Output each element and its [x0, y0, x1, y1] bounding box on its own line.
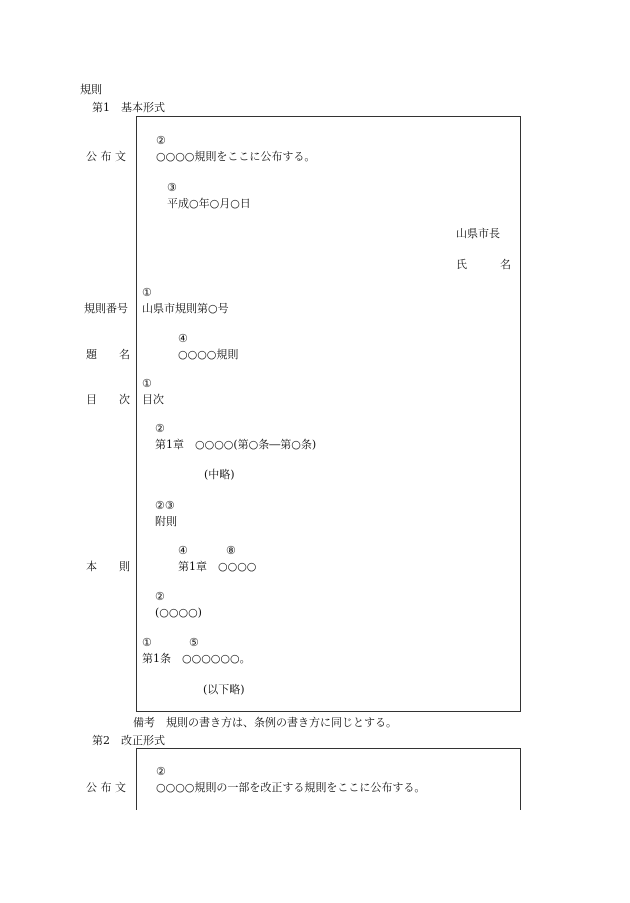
label-mokuji: 目 次	[86, 393, 130, 406]
mark: ②	[156, 134, 166, 147]
amendment-form-box	[136, 748, 521, 810]
omit-end-text: (以下略)	[203, 683, 245, 696]
mark: ②	[155, 590, 165, 603]
toc-text: 目次	[142, 393, 164, 406]
label-honsoku: 本 則	[86, 560, 130, 573]
mark: ④	[178, 544, 188, 557]
label-kofu: 公 布 文	[86, 150, 126, 163]
article-text: 第1条 ○○○○○○。	[142, 652, 251, 665]
chapter-toc-text: 第1章 ○○○○(第○条―第○条)	[155, 438, 317, 451]
section2-heading: 第2 改正形式	[92, 734, 165, 747]
fusoku-text: 附則	[155, 515, 177, 528]
kofu-text-2: ○○○○規則の一部を改正する規則をここに公布する。	[156, 781, 426, 794]
mark: ②	[156, 765, 166, 778]
document-title: 規則	[80, 83, 102, 96]
label-kofu-2: 公 布 文	[86, 781, 126, 794]
omit-middle-text: (中略)	[204, 468, 235, 481]
mark: ①	[142, 636, 152, 649]
label-daimei: 題 名	[86, 348, 130, 361]
body-chapter-text: 第1章 ○○○○	[178, 560, 257, 573]
rule-number-text: 山県市規則第○号	[142, 302, 229, 315]
mark: ⑧	[226, 544, 236, 557]
paren-text: (○○○○)	[155, 606, 202, 619]
note-text: 備考 規則の書き方は、条例の書き方に同じとする。	[133, 716, 397, 729]
mark: ①	[142, 377, 152, 390]
label-kisoku-bango: 規則番号	[84, 302, 128, 315]
mark: ⑤	[189, 636, 199, 649]
mark: ④	[178, 332, 188, 345]
mark: ②③	[155, 499, 175, 512]
mark: ③	[167, 181, 177, 194]
kofu-text: ○○○○規則をここに公布する。	[156, 150, 316, 163]
mayor-text: 山県市長	[456, 227, 500, 240]
mark: ①	[142, 286, 152, 299]
mark: ②	[155, 422, 165, 435]
rule-title-text: ○○○○規則	[178, 348, 239, 361]
date-text: 平成○年○月○日	[167, 197, 251, 210]
shimei-text: 氏 名	[456, 258, 511, 271]
section1-heading: 第1 基本形式	[92, 101, 165, 114]
